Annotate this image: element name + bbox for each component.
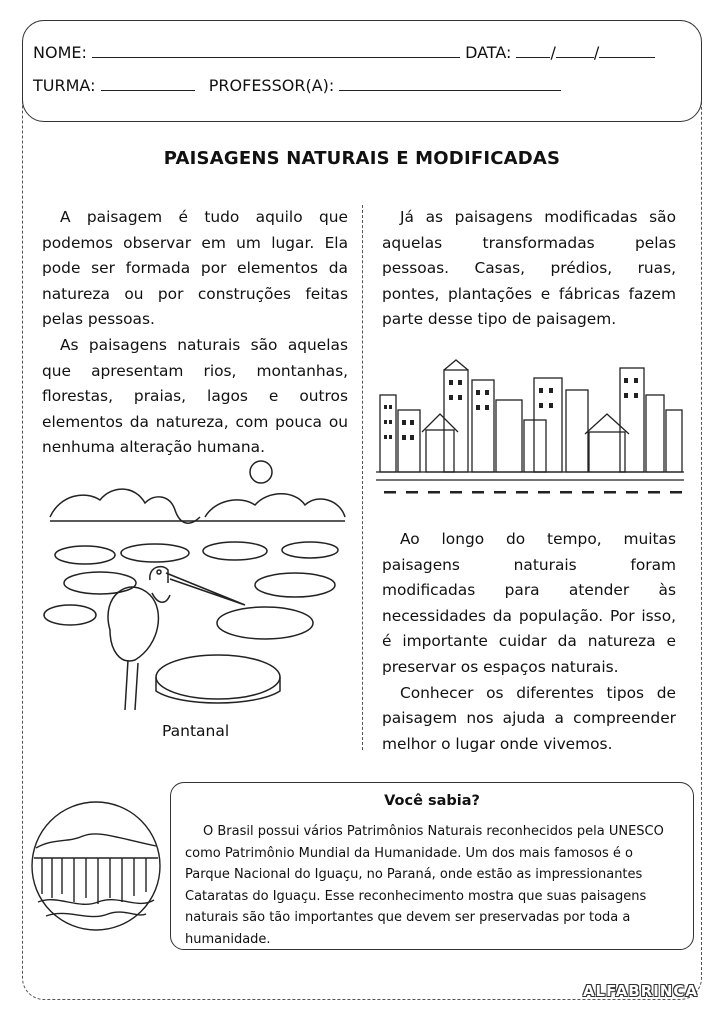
date-month-field[interactable] [556,43,594,58]
right-paragraph-2: Ao longo do tempo, muitas paisagens naturais foram modificadas para atender às necessidades da população. Por isso, é importante cuidar da natureza e preservar os espaços naturais. [382,530,676,676]
city-illustration [374,350,686,500]
right-paragraph-3: Conhecer os diferentes tipos de paisagem nos ajuda a compreender melhor o lugar onde vivemos. [382,683,676,753]
fact-box-title: Você sabia? [384,793,480,809]
right-paragraph-1: Já as paisagens modificadas são aquelas transformadas pelas pessoas. Casas, prédios, ruas, pontes, plantações e fábricas fazem parte desse tipo de paisagem. [382,208,676,329]
fact-box-text: O Brasil possui vários Patrimônios Naturais reconhecidos pela UNESCO como Patrimônio Mundial da Humanidade. Um dos mais famosos é o Parque Nacional do Iguaçu, no Paraná, onde estão as impressionantes Cataratas do Iguaçu. Esse reconhecimento mostra que suas paisagens naturais são tão importantes que devem ser preservadas por toda a humanidade. [185,824,664,947]
left-paragraph-1: A paisagem é tudo aquilo que podemos observar em um lugar. Ela pode ser formada por elementos da natureza ou por construções feitas pelas pessoas. [42,208,348,329]
waterfall-illustration [28,798,164,934]
right-column-top [382,205,676,333]
date-separator: / [550,43,556,62]
name-row [33,43,655,62]
header-box [22,20,702,122]
page-title: PAISAGENS NATURAIS E MODIFICADAS [163,148,561,169]
name-field[interactable] [92,43,460,58]
class-label: TURMA: [33,76,96,95]
fact-box [170,782,694,950]
class-row [33,76,561,95]
teacher-field[interactable] [339,76,561,91]
right-column-bottom [382,527,676,757]
pantanal-caption: Pantanal [162,722,230,740]
date-year-field[interactable] [599,43,655,58]
date-day-field[interactable] [516,43,550,58]
teacher-label: PROFESSOR(A): [208,76,335,95]
class-field[interactable] [101,76,195,91]
brand-logo: ALFABRINCA [582,982,698,1000]
date-separator: / [593,43,600,62]
name-label: NOME: [33,43,87,62]
left-paragraph-2: As paisagens naturais são aquelas que apresentam rios, montanhas, florestas, praias, lagos e outros elementos da natureza, com pouca ou nenhuma alteração humana. [42,335,348,457]
column-divider [362,205,363,750]
left-column [42,205,348,461]
pantanal-illustration [40,455,352,720]
date-label: DATA: [465,43,512,62]
